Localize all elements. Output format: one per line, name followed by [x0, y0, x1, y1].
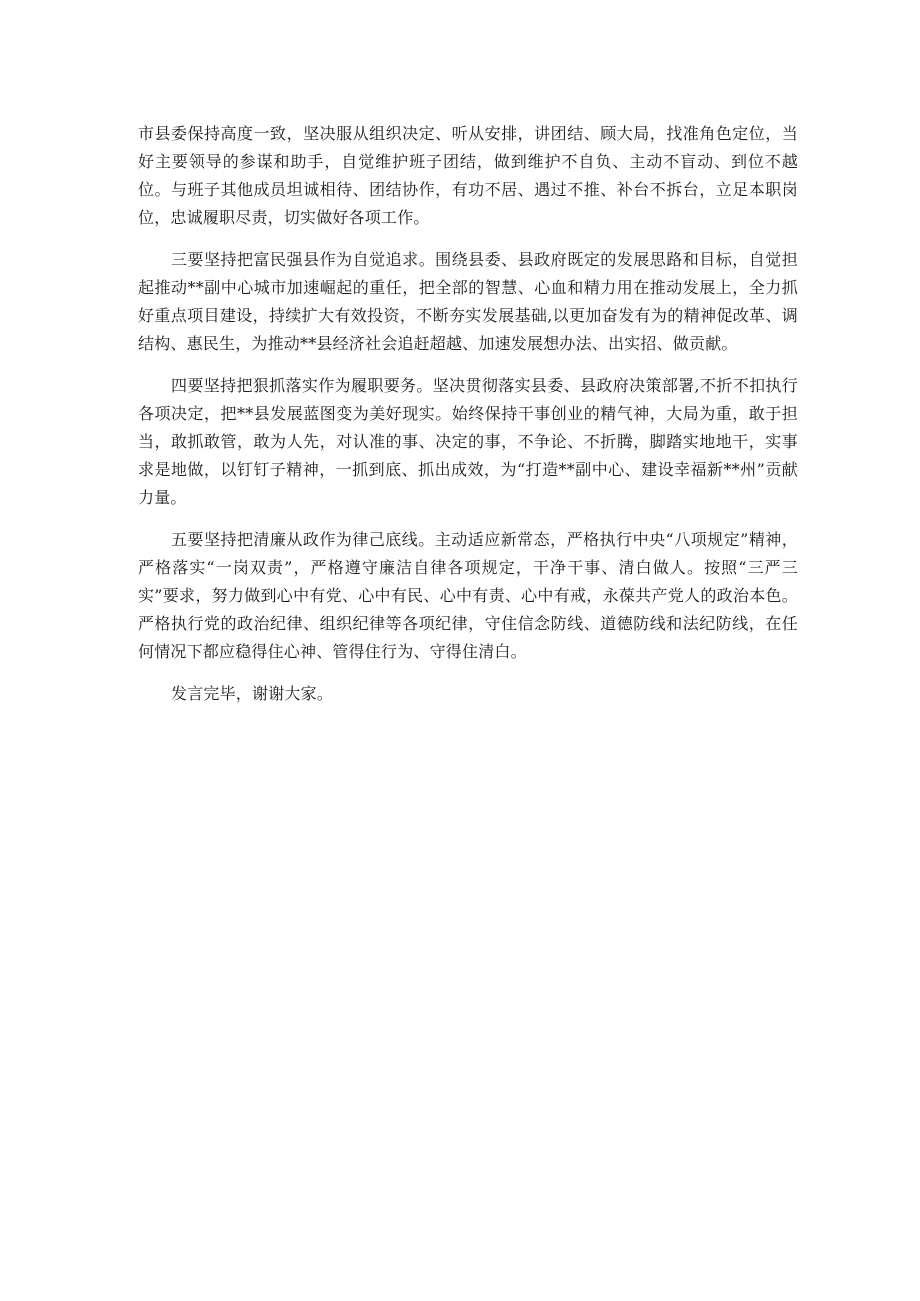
paragraph-closing: 发言完毕，谢谢大家。 [171, 684, 334, 703]
paragraph-point-five: 五要坚持把清廉从政作为律己底线。主动适应新常态，严格执行中央“八项规定”精神，严格落实“一岗双责”，严格遵守廉洁自律各项规定，干净干事、清白做人。按照“三严三实”要求，努力做到心中有党、心中有民、心中有责、心中有戒，永葆共产党人的政治本色。严格执行党的政治纪律、组织纪律等各项纪律，守住信念防线、道德防线和法纪防线，在任何情况下都应稳得住心神、管得住行为、守得住清白。 [138, 530, 798, 661]
paragraph-continuation: 市县委保持高度一致，坚决服从组织决定、听从安排，讲团结、顾大局，找准角色定位，当好主要领导的参谋和助手，自觉维护班子团结，做到维护不自负、主动不盲动、到位不越位。与班子其他成员坦诚相待、团结协作，有功不居、遇过不推、补台不拆台，立足本职岗位，忠诚履职尽责，切实做好各项工作。 [138, 124, 798, 227]
document-body [138, 120, 798, 722]
paragraph-point-four: 四要坚持把狠抓落实作为履职要务。坚决贯彻落实县委、县政府决策部署,不折不扣执行各项决定，把**县发展蓝图变为美好现实。始终保持干事创业的精气神，大局为重，敢于担当，敢抓敢管，敢为人先，对认准的事、决定的事，不争论、不折腾，脚踏实地地干，实事求是地做，以钉钉子精神，一抓到底、抓出成效，为“打造**副中心、建设幸福新**州”贡献力量。 [138, 376, 798, 507]
paragraph-point-three: 三要坚持把富民强县作为自觉追求。围绕县委、县政府既定的发展思路和目标，自觉担起推动**副中心城市加速崛起的重任，把全部的智慧、心血和精力用在推动发展上，全力抓好重点项目建设，持续扩大有效投资，不断夯实发展基础,以更加奋发有为的精神促改革、调结构、惠民生，为推动**县经济社会追赶超越、加速发展想办法、出实招、做贡献。 [138, 250, 798, 353]
